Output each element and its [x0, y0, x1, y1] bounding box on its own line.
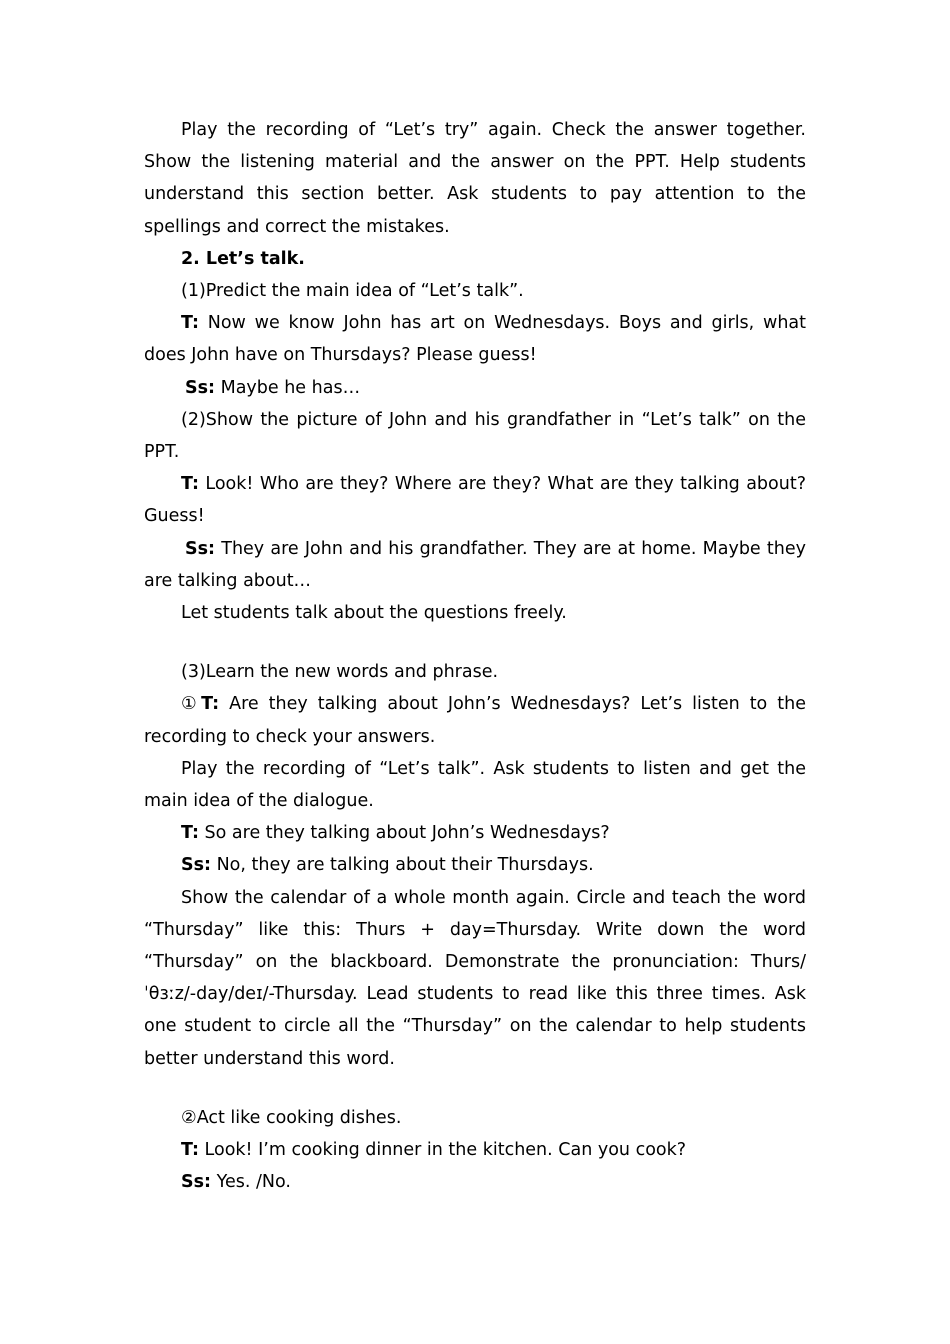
paragraph-lets-try: Play the recording of “Let’s try” again. Check the answer together. Show the listening material and the answer on the PPT. Help students understand this section better. Ask students to pay attention to the spellings and correct the mistakes. — [144, 120, 806, 237]
dialogue-text: No, they are talking about their Thursdays. — [211, 855, 594, 876]
speaker-label: T: — [181, 1140, 199, 1161]
dialogue-text: Are they talking about John’s Wednesdays? Let’s listen to the recording to check your answers. — [144, 694, 806, 747]
circled-number-1: ① — [181, 694, 202, 715]
speaker-label: T: — [181, 474, 199, 495]
speaker-label: T: — [181, 823, 199, 844]
speaker-label: Ss: — [185, 538, 216, 559]
dialogue-teacher-2 — [144, 468, 806, 532]
paragraph-calendar: Show the calendar of a whole month again. Circle and teach the word “Thursday” like this: Thurs + day=Thursday. Write down the word “Thursday” on the blackboard. Demonstrate the pronunciation: Thurs/ ˈθɜːz/-day/deɪ/-Thursday. Lead students to read like this three times. Ask one student to circle all the “Thursday” on the calendar to help students better understand this word. — [144, 887, 806, 1069]
speaker-label: Ss: — [185, 377, 216, 398]
paragraph-predict: (1)Predict the main idea of “Let’s talk”. — [181, 281, 524, 302]
heading-text: 2. Let’s talk. — [181, 248, 305, 269]
speaker-label: T: — [181, 313, 199, 334]
dialogue-students-3 — [144, 849, 806, 881]
paragraph-play-recording: Play the recording of “Let’s talk”. Ask students to listen and get the main idea of the dialogue. — [144, 758, 806, 812]
dialogue-text: So are they talking about John’s Wednesdays? — [198, 823, 610, 844]
dialogue-students-4 — [144, 1166, 806, 1198]
section-heading-lets-talk — [144, 243, 806, 275]
dialogue-text: Yes. /No. — [211, 1172, 291, 1193]
dialogue-teacher-1 — [144, 307, 806, 371]
dialogue-students-1 — [144, 372, 806, 404]
spacer — [144, 629, 806, 656]
speaker-label: T: — [201, 694, 220, 715]
document-body — [144, 114, 806, 1199]
speaker-label: Ss: — [181, 1172, 212, 1193]
dialogue-text: Look! Who are they? Where are they? What are they talking about? Guess! — [144, 474, 806, 527]
dialogue-text: Maybe he has… — [215, 377, 361, 398]
dialogue-text: Now we know John has art on Wednesdays. Boys and girls, what does John have on Thursdays? Please guess! — [144, 313, 806, 366]
paragraph-learn-words: (3)Learn the new words and phrase. — [181, 662, 499, 683]
dialogue-students-2 — [144, 533, 806, 597]
speaker-label: Ss: — [181, 855, 212, 876]
dialogue-text: They are John and his grandfather. They are at home. Maybe they are talking about… — [144, 538, 806, 591]
dialogue-teacher-4 — [144, 817, 806, 849]
paragraph-cooking: ②Act like cooking dishes. — [181, 1107, 402, 1128]
dialogue-text: Look! I’m cooking dinner in the kitchen. Can you cook? — [198, 1140, 687, 1161]
paragraph-show-picture: (2)Show the picture of John and his grandfather in “Let’s talk” on the PPT. — [144, 409, 806, 463]
spacer — [144, 1075, 806, 1102]
dialogue-teacher-3 — [144, 688, 806, 752]
paragraph-talk-freely: Let students talk about the questions freely. — [181, 603, 567, 624]
dialogue-teacher-5 — [144, 1134, 806, 1166]
